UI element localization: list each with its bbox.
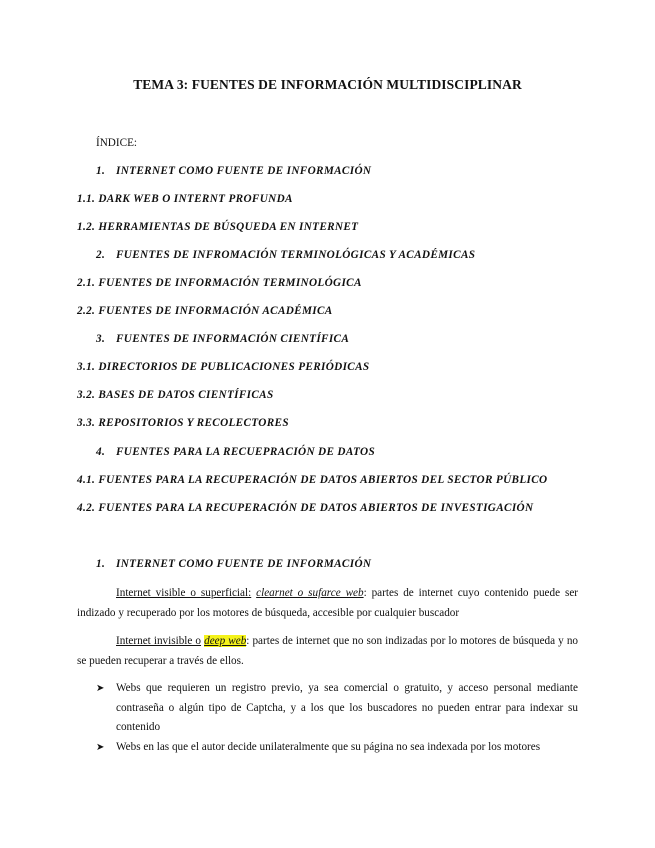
index-item-3-1: 3.1. DIRECTORIOS DE PUBLICACIONES PERIÓDICAS <box>77 361 370 373</box>
term-underlined: Internet invisible o <box>116 635 202 647</box>
section-heading-1 <box>96 558 371 570</box>
section-number: 1. <box>96 558 106 570</box>
index-item-number: 4. <box>96 446 106 458</box>
index-label: ÍNDICE: <box>96 137 138 149</box>
index-item-3-3: 3.3. REPOSITORIOS Y RECOLECTORES <box>77 417 289 429</box>
paragraph-visible-web <box>77 584 578 623</box>
index-item-1-2: 1.2. HERRAMIENTAS DE BÚSQUEDA EN INTERNET <box>77 221 359 233</box>
index-item-number: 3. <box>96 333 106 345</box>
index-item-number: 2. <box>96 249 106 261</box>
index-item-3-2: 3.2. BASES DE DATOS CIENTÍFICAS <box>77 389 274 401</box>
index-item-text: FUENTES DE INFROMACIÓN TERMINOLÓGICAS Y ACADÉMICAS <box>116 249 476 261</box>
index-item-1 <box>96 165 371 177</box>
index-item-2-1: 2.1. FUENTES DE INFORMACIÓN TERMINOLÓGICA <box>77 277 362 289</box>
index-item-2 <box>96 249 475 261</box>
section-heading-text: INTERNET COMO FUENTE DE INFORMACIÓN <box>116 558 372 570</box>
bullet-item-2 <box>96 738 578 758</box>
index-item-number: 1. <box>96 165 106 177</box>
index-item-4-1: 4.1. FUENTES PARA LA RECUPERACIÓN DE DATOS ABIERTOS DEL SECTOR PÚBLICO <box>77 474 548 486</box>
page-title: TEMA 3: FUENTES DE INFORMACIÓN MULTIDISCIPLINAR <box>133 77 522 92</box>
paragraph-deep-web <box>77 632 578 671</box>
term-italic-highlighted: deep web <box>204 635 247 647</box>
paragraph-text: : partes de internet que no son indizadas por lo motores de búsqueda y no se pueden recuperar a través de ellos. <box>77 635 579 667</box>
index-item-1-1: 1.1. DARK WEB O INTERNT PROFUNDA <box>77 193 293 205</box>
bullet-text: Webs que requieren un registro previo, ya sea comercial o gratuito, y acceso personal mediante contraseña o algún tipo de Captcha, y a los que los buscadores no pueden entrar para indexar su contenido <box>116 682 578 733</box>
bullet-text: Webs en las que el autor decide unilateralmente que su página no sea indexada por los motores <box>116 741 541 753</box>
term-underlined: Internet visible o superficial: <box>116 587 252 599</box>
index-item-4 <box>96 446 375 458</box>
arrow-bullet-icon: ➤ <box>96 742 105 753</box>
bullet-item-1 <box>96 679 578 738</box>
index-item-text: FUENTES PARA LA RECUEPRACIÓN DE DATOS <box>116 446 376 458</box>
index-item-3 <box>96 333 349 345</box>
index-item-text: INTERNET COMO FUENTE DE INFORMACIÓN <box>116 165 372 177</box>
paragraph-text: : partes de internet cuyo contenido puede ser indizado y recuperado por los motores de búsqueda, accesible por cualquier buscador <box>77 587 579 619</box>
index-item-4-2: 4.2. FUENTES PARA LA RECUPERACIÓN DE DATOS ABIERTOS DE INVESTIGACIÓN <box>77 502 534 514</box>
arrow-bullet-icon: ➤ <box>96 683 105 694</box>
index-item-text: FUENTES DE INFORMACIÓN CIENTÍFICA <box>116 333 350 345</box>
index-item-2-2: 2.2. FUENTES DE INFORMACIÓN ACADÉMICA <box>77 305 333 317</box>
term-italic: clearnet o sufarce web <box>256 587 364 599</box>
